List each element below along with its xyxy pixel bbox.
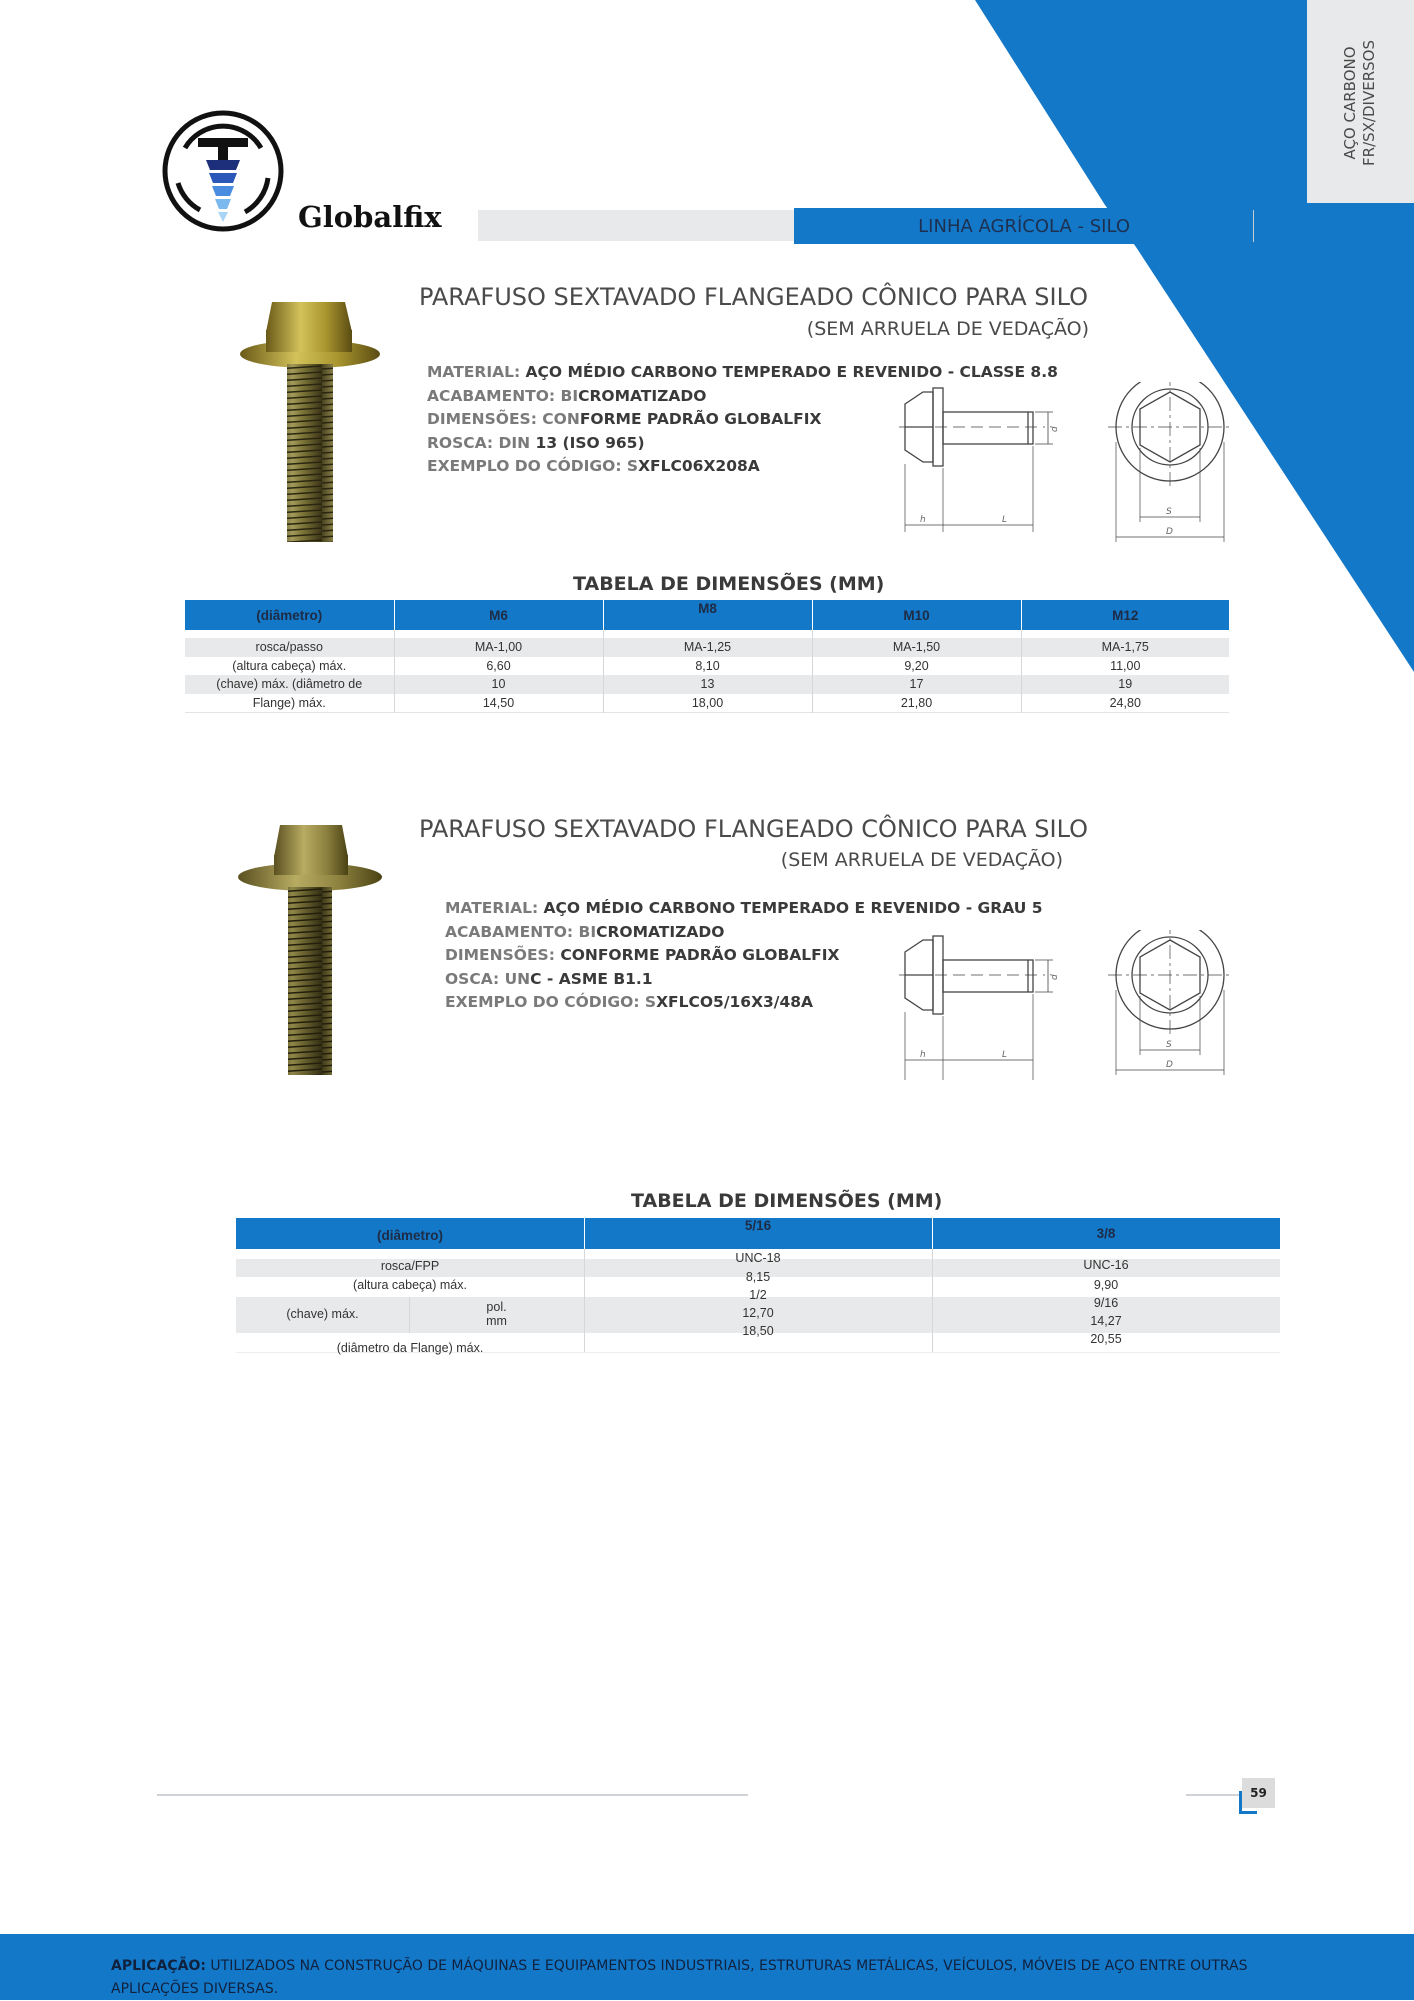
- table-cell: UNC-18: [735, 1251, 781, 1265]
- product-1-table-title: TABELA DE DIMENSÕES (MM): [573, 573, 885, 595]
- table-cell: UNC-16: [1083, 1258, 1129, 1272]
- col-header: M6: [394, 600, 603, 630]
- footer-divider: [157, 1794, 748, 1796]
- header-divider: [1253, 210, 1254, 242]
- header-bar-gray: [478, 210, 794, 241]
- spec-thread: OSCA: UNC - ASME B1.1: [445, 969, 653, 988]
- flange-bolt-photo-2: [230, 815, 390, 1085]
- spec-material: MATERIAL: AÇO MÉDIO CARBONO TEMPERADO E REVENIDO - CLASSE 8.8: [427, 363, 1058, 381]
- spec-code: EXEMPLO DO CÓDIGO: SXFLCO5/16X3/48A: [445, 993, 814, 1011]
- table-cell: (altura cabeça) máx.: [353, 1278, 467, 1292]
- section-header: [794, 208, 1252, 244]
- product-2-title: PARAFUSO SEXTAVADO FLANGEADO CÔNICO PARA SILO: [418, 815, 1088, 843]
- table-cell: 1/2: [749, 1288, 767, 1302]
- col-header: (diâmetro): [376, 1228, 443, 1243]
- table-cell: 14,27: [1090, 1314, 1122, 1328]
- col-header: 3/8: [1096, 1226, 1116, 1241]
- svg-text:d: d: [1050, 426, 1060, 432]
- spec-dimensions: DIMENSÕES: CONFORME PADRÃO GLOBALFIX: [445, 946, 840, 964]
- svg-text:D: D: [1166, 1060, 1173, 1070]
- table-row: rosca/passo MA-1,00 MA-1,25 MA-1,50 MA-1,75: [185, 638, 1229, 657]
- spec-material: MATERIAL: AÇO MÉDIO CARBONO TEMPERADO E REVENIDO - GRAU 5: [445, 899, 1043, 917]
- technical-drawing-1: [895, 382, 1235, 542]
- table-cell: 9/16: [1093, 1296, 1119, 1310]
- table-cell: 12,70: [742, 1306, 774, 1320]
- product-1-subtitle: (SEM ARRUELA DE VEDAÇÃO): [806, 318, 1089, 340]
- application-note: APLICAÇÃO: UTILIZADOS NA CONSTRUÇÃO DE MÁQUINAS E EQUIPAMENTOS INDUSTRIAIS, ESTRUTURAS METÁLICAS, VEÍCULOS, MÓVEIS DE AÇO ENTRE OUTRAS APLICAÇÕES DIVERSAS.: [111, 1958, 1248, 1997]
- table-cell: 8,15: [745, 1270, 771, 1284]
- svg-text:L: L: [1002, 515, 1008, 525]
- screw-in-circle-logo-icon: [160, 108, 286, 234]
- product-2-table-title: TABELA DE DIMENSÕES (MM): [631, 1190, 943, 1212]
- page-number: 59: [1242, 1778, 1275, 1808]
- technical-drawing-2: [895, 930, 1235, 1090]
- table-cell: pol.: [486, 1300, 507, 1314]
- product-2-subtitle: (SEM ARRUELA DE VEDAÇÃO): [780, 849, 1063, 871]
- table-row: (altura cabeça) máx. 6,60 8,10 9,20 11,00: [185, 657, 1229, 676]
- col-header: M12: [1021, 600, 1229, 630]
- table-cell: mm: [486, 1314, 507, 1328]
- table-row: (chave) máx. (diâmetro de 10 13 17 19: [185, 675, 1229, 694]
- col-header: (diâmetro): [185, 600, 394, 630]
- svg-text:S: S: [1166, 507, 1172, 517]
- svg-text:D: D: [1166, 527, 1173, 537]
- page-number-accent: [1239, 1811, 1257, 1814]
- svg-text:h: h: [920, 515, 926, 525]
- svg-text:L: L: [1002, 1050, 1008, 1060]
- spec-code: EXEMPLO DO CÓDIGO: SXFLC06X208A: [427, 457, 760, 475]
- table-cell: 18,50: [742, 1324, 774, 1338]
- svg-text:h: h: [920, 1050, 926, 1060]
- product-1-dimension-table: [185, 600, 1229, 713]
- brand-name: Globalfix: [298, 200, 442, 234]
- svg-text:S: S: [1166, 1040, 1172, 1050]
- product-1-title: PARAFUSO SEXTAVADO FLANGEADO CÔNICO PARA SILO: [418, 283, 1088, 311]
- col-header: M8: [603, 600, 812, 630]
- product-2-dimension-table: [236, 1218, 1280, 1353]
- spec-thread: ROSCA: DIN 13 (ISO 965): [427, 433, 645, 452]
- table-row: Flange) máx. 14,50 18,00 21,80 24,80: [185, 694, 1229, 713]
- col-header: M10: [812, 600, 1021, 630]
- col-header: 5/16: [744, 1218, 772, 1233]
- table-cell: 20,55: [1090, 1332, 1122, 1346]
- category-tab-label: AÇO CARBONO FR/SX/DIVERSOS: [1341, 40, 1379, 166]
- spec-finish: ACABAMENTO: BICROMATIZADO: [445, 922, 725, 941]
- table-cell: (chave) máx.: [286, 1307, 359, 1321]
- table-cell: 9,90: [1093, 1278, 1119, 1292]
- flange-bolt-photo-1: [230, 292, 390, 552]
- spec-dimensions: DIMENSÕES: CONFORME PADRÃO GLOBALFIX: [427, 410, 822, 428]
- footer-divider: [1186, 1794, 1242, 1796]
- table-cell: rosca/FPP: [380, 1259, 440, 1273]
- section-title: LINHA AGRÍCOLA - SILO: [918, 216, 1130, 237]
- spec-finish: ACABAMENTO: BICROMATIZADO: [427, 386, 707, 405]
- table-cell: (diâmetro da Flange) máx.: [336, 1341, 484, 1355]
- svg-text:d: d: [1050, 974, 1060, 980]
